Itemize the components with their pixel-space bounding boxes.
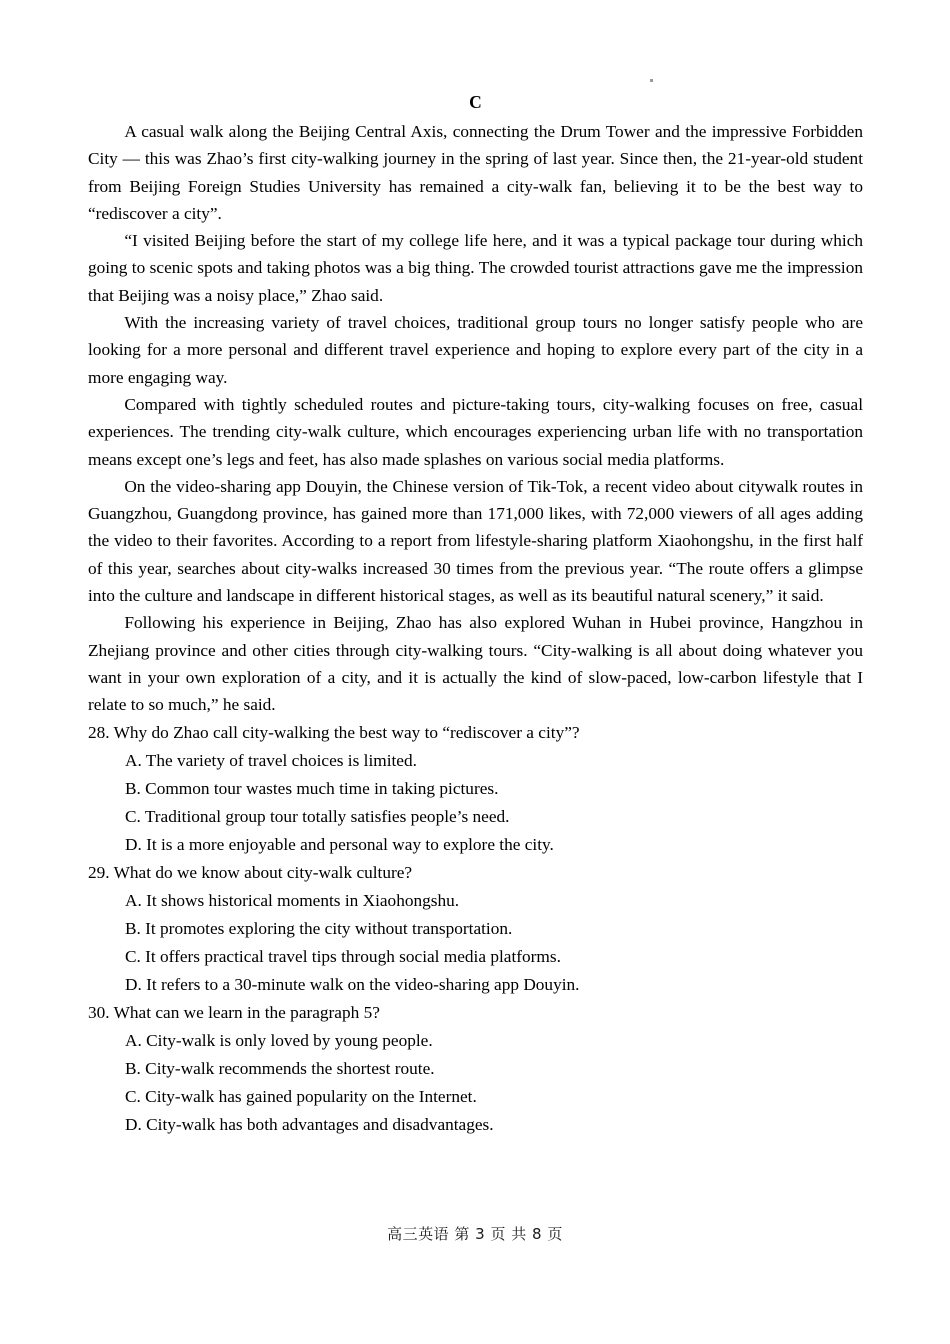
section-letter-heading: C <box>469 92 482 112</box>
reading-paragraph: “I visited Beijing before the start of my college life here, and it was a typical package tour during which going to scenic spots and taking photos was a big thing. The crowded tourist attractions gave me the impression that Beijing was a noisy place,” Zhao said. <box>88 231 863 305</box>
question-option[interactable]: B. City-walk recommends the shortest route. <box>125 1058 435 1078</box>
question-option[interactable]: B. It promotes exploring the city without transportation. <box>125 918 513 938</box>
reading-paragraph: Following his experience in Beijing, Zhao has also explored Wuhan in Hubei province, Hangzhou in Zhejiang province and other cities through city-walking tours. “City-walking is all about doing whatever you want in your own exploration of a city, and it is actually the kind of slow-paced, low-carbon lifestyle that I relate to so much,” he said. <box>88 613 863 715</box>
question-block <box>88 859 863 999</box>
question-option[interactable]: C. City-walk has gained popularity on the Internet. <box>125 1086 477 1106</box>
reading-paragraph: A casual walk along the Beijing Central Axis, connecting the Drum Tower and the impressive Forbidden City — this was Zhao’s first city-walking journey in the spring of last year. Since then, the 21-year-old student from Beijing Foreign Studies University has remained a city-walk fan, believing it to be the best way to “rediscover a city”. <box>88 122 863 223</box>
reading-paragraph: On the video-sharing app Douyin, the Chinese version of Tik-Tok, a recent video about citywalk routes in Guangzhou, Guangdong province, has gained more than 171,000 likes, with 72,000 viewers of all ages adding the video to their favorites. According to a report from lifestyle-sharing platform Xiaohongshu, in the first half of this year, searches about city-walks increased 30 times from the previous year. “The route offers a glimpse into the culture and landscape in different historical stages, as well as its beautiful natural scenery,” it said. <box>88 476 863 606</box>
question-block <box>88 999 863 1139</box>
question-option[interactable]: D. City-walk has both advantages and disadvantages. <box>125 1114 494 1134</box>
question-stem: 28. Why do Zhao call city-walking the best way to “rediscover a city”? <box>88 722 580 742</box>
question-option[interactable]: D. It is a more enjoyable and personal way to explore the city. <box>125 834 554 854</box>
question-block <box>88 719 863 859</box>
reading-paragraph: Compared with tightly scheduled routes and picture-taking tours, city-walking focuses on free, casual experiences. The trending city-walk culture, which encourages experiencing urban life with no transportation means except one’s legs and feet, has also made splashes on various social media platforms. <box>88 394 863 469</box>
question-stem: 30. What can we learn in the paragraph 5? <box>88 1002 380 1022</box>
reading-paragraph: With the increasing variety of travel choices, traditional group tours no longer satisfy people who are looking for a more personal and different travel experience and hoping to explore every part of the city in a more engaging way. <box>88 313 863 387</box>
scan-speck-artifact <box>650 79 653 82</box>
question-option[interactable]: A. It shows historical moments in Xiaohongshu. <box>125 890 460 910</box>
question-option[interactable]: A. The variety of travel choices is limited. <box>125 750 417 770</box>
question-option[interactable]: D. It refers to a 30-minute walk on the video-sharing app Douyin. <box>125 974 580 994</box>
question-option[interactable]: C. Traditional group tour totally satisfies people’s need. <box>125 806 510 826</box>
question-option[interactable]: A. City-walk is only loved by young people. <box>125 1030 433 1050</box>
question-option[interactable]: C. It offers practical travel tips through social media platforms. <box>125 946 561 966</box>
page-content <box>88 90 863 1139</box>
question-option[interactable]: B. Common tour wastes much time in taking pictures. <box>125 778 499 798</box>
question-stem: 29. What do we know about city-walk culture? <box>88 862 413 882</box>
page-footer: 高三英语 第 3 页 共 8 页 <box>387 1225 563 1243</box>
